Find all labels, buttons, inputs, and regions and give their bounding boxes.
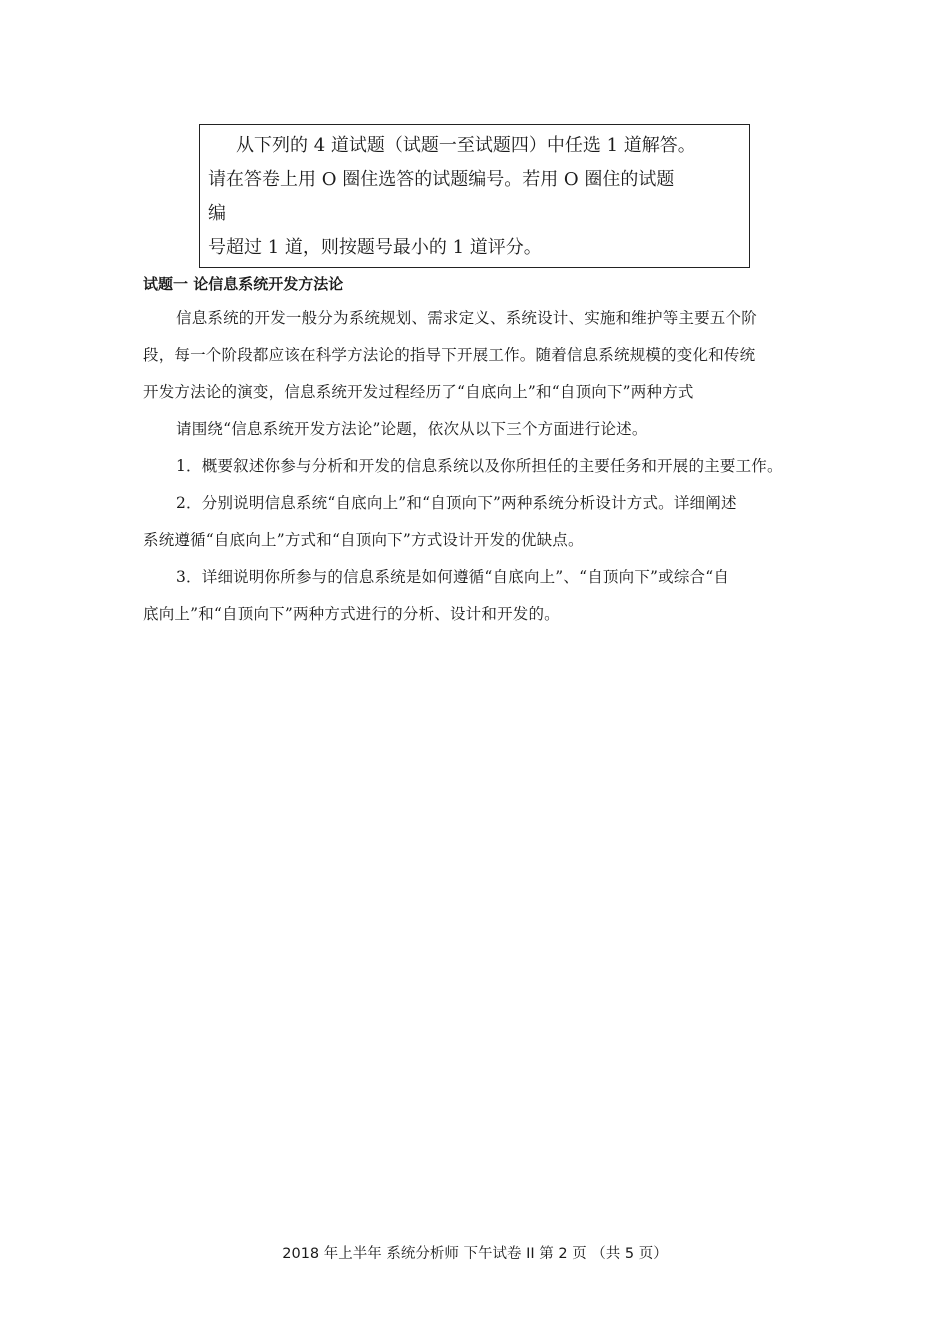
instruction-line-4: 号超过 1 道，则按题号最小的 1 道评分。 [208,237,542,258]
item-3-line-2: 底向上”和“自顶向下”两种方式进行的分析、设计和开发的。 [143,605,560,623]
item-1: 1．概要叙述你参与分析和开发的信息系统以及你所担任的主要任务和开展的主要工作。 [176,457,783,475]
prompt-line: 请围绕“信息系统开发方法论”论题，依次从以下三个方面进行论述。 [176,420,648,438]
instruction-line-1: 从下列的 4 道试题（试题一至试题四）中任选 1 道解答。 [236,135,696,156]
intro-line-3: 开发方法论的演变，信息系统开发过程经历了“自底向上”和“自顶向下”两种方式 [143,383,694,401]
instruction-line-3: 编 [208,203,226,224]
page-footer: 2018 年上半年 系统分析师 下午试卷 II 第 2 页 （共 5 页） [282,1246,668,1262]
question-body [143,300,823,633]
item-2-line-1: 2．分别说明信息系统“自底向上”和“自顶向下”两种系统分析设计方式。详细阐述 [176,494,737,512]
question-title: 试题一 论信息系统开发方法论 [143,275,344,293]
instruction-line-2: 请在答卷上用 O 圈住选答的试题编号。若用 O 圈住的试题 [208,169,675,190]
instruction-box [199,124,750,268]
intro-line-1: 信息系统的开发一般分为系统规划、需求定义、系统设计、实施和维护等主要五个阶 [176,309,757,327]
intro-line-2: 段，每一个阶段都应该在科学方法论的指导下开展工作。随着信息系统规模的变化和传统 [143,346,756,364]
item-2-line-2: 系统遵循“自底向上”方式和“自顶向下”方式设计开发的优缺点。 [143,531,584,549]
item-3-line-1: 3．详细说明你所参与的信息系统是如何遵循“自底向上”、“自顶向下”或综合“自 [176,568,730,586]
